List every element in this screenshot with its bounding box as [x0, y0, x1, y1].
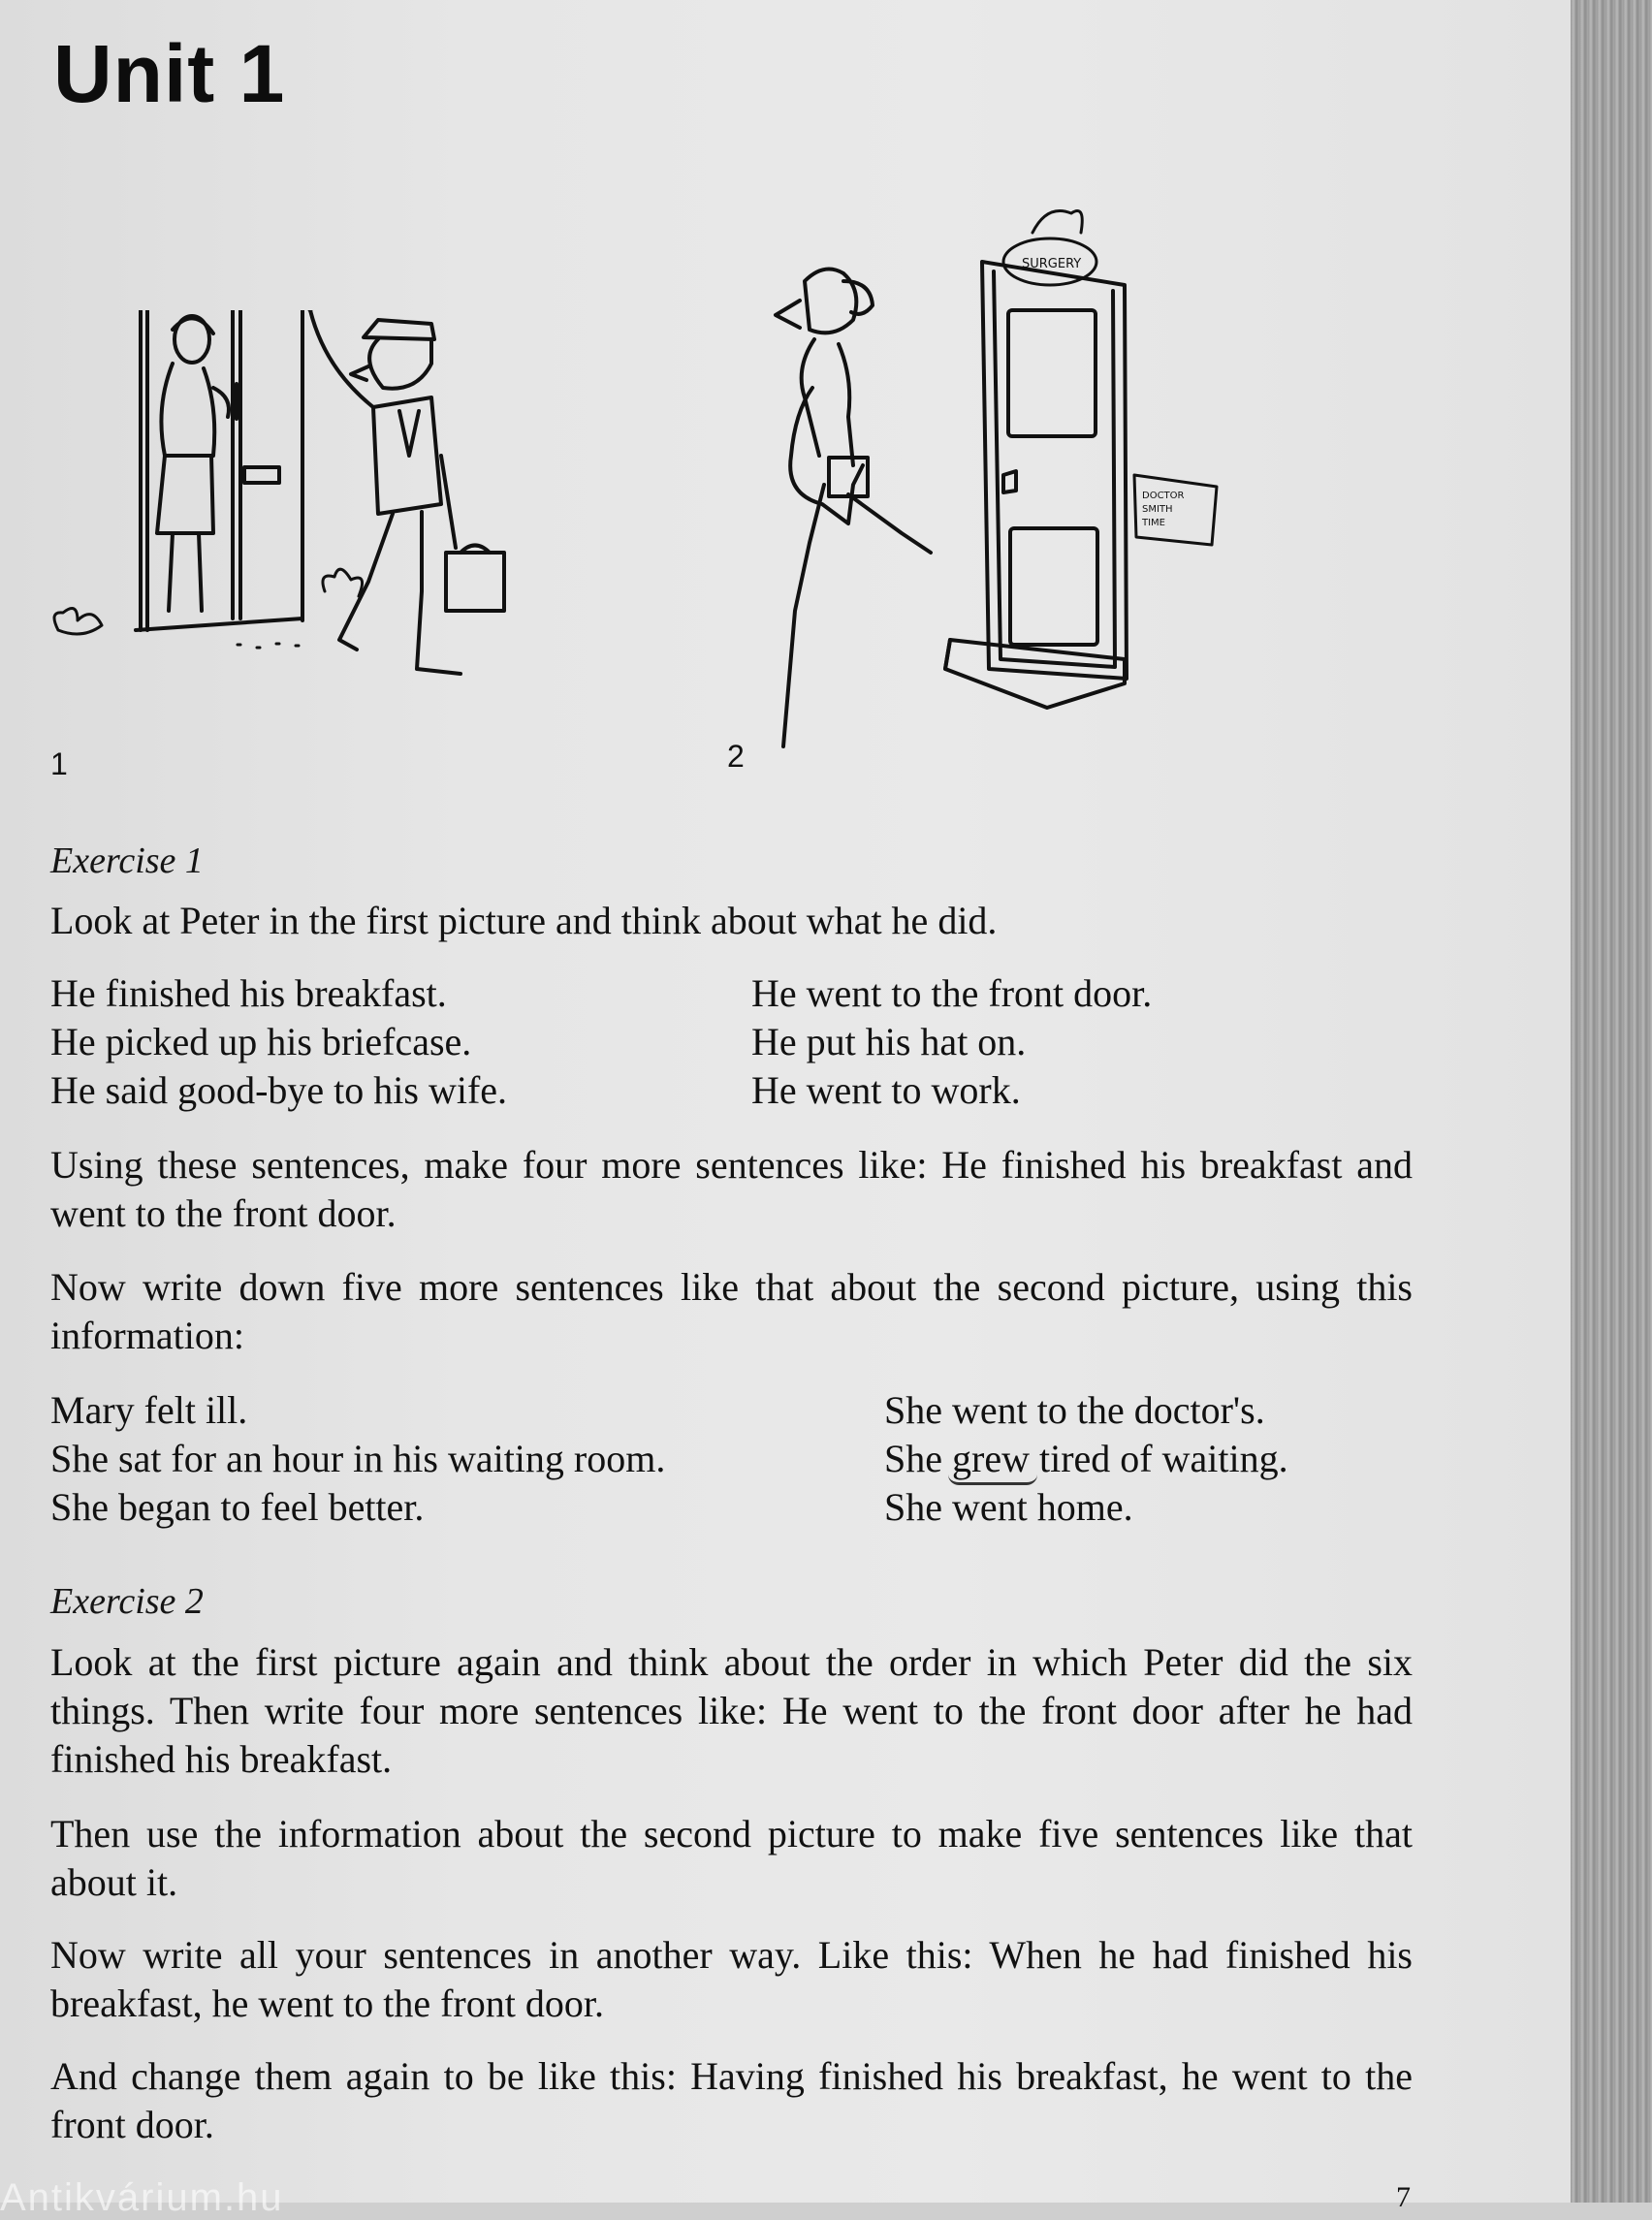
exercise-1-paragraph-2: Now write down five more sentences like that about the second picture, using this information: — [50, 1265, 1413, 1357]
exercise-2-heading: Exercise 2 — [50, 1581, 204, 1622]
list-item: He said good-bye to his wife. — [50, 1068, 508, 1112]
list-item: She sat for an hour in his waiting room. — [50, 1437, 666, 1480]
watermark: Antikvárium.hu — [0, 2176, 284, 2219]
list-item: She began to feel better. — [50, 1485, 425, 1529]
illustration-2 — [756, 204, 1231, 756]
door-frame-1 — [136, 310, 302, 630]
list-item: He went to work. — [751, 1068, 1021, 1112]
underlined-word: grew — [952, 1435, 1030, 1483]
picture-2-number: 2 — [727, 739, 745, 774]
exercise-1-intro: Look at Peter in the first picture and think about what he did. — [50, 899, 998, 942]
surgery-sign-text: SURGERY — [1022, 257, 1082, 271]
list-item: He finished his breakfast. — [50, 971, 447, 1015]
list-item-part: tired of waiting. — [1029, 1437, 1288, 1480]
exercise-2-paragraph-4: And change them again to be like this: Having finished his breakfast, he went to the front door. — [50, 2054, 1413, 2146]
list-item: She went home. — [884, 1485, 1133, 1529]
exercise-1-list2-left — [50, 1386, 665, 1532]
list-item: He put his hat on. — [751, 1020, 1027, 1063]
exercise-2-paragraph-3: Now write all your sentences in another way. Like this: When he had finished his breakfast, he went to the front door. — [50, 1933, 1413, 2025]
man-figure — [293, 310, 504, 674]
exercise-1-heading: Exercise 1 — [50, 840, 204, 881]
illustration-1 — [48, 310, 553, 698]
woman-figure — [157, 316, 229, 611]
list-item-part: She — [884, 1437, 952, 1480]
exercise-1-list-right — [751, 969, 1152, 1115]
picture-1-number: 1 — [50, 746, 68, 781]
exercise-2-paragraph-2: Then use the information about the second picture to make five sentences like that about it. — [50, 1812, 1413, 1904]
exercise-2-paragraph-1: Look at the first picture again and think about the order in which Peter did the six things. Then write four more sentences like: He went to the front door after he had finished his breakfast. — [50, 1640, 1413, 1781]
exercise-1-list2-right — [884, 1386, 1288, 1532]
woman-walking — [776, 270, 931, 747]
notice-line-2: SMITH — [1142, 504, 1173, 515]
doctor-door — [945, 262, 1127, 708]
unit-title: Unit 1 — [53, 28, 286, 119]
exercise-1-list-left — [50, 969, 507, 1115]
exercise-1-paragraph-1: Using these sentences, make four more sentences like: He finished his breakfast and went to the front door. — [50, 1143, 1413, 1235]
plants — [54, 569, 363, 648]
list-item: Mary felt ill. — [50, 1388, 248, 1432]
list-item: He went to the front door. — [751, 971, 1153, 1015]
list-item — [884, 1435, 1288, 1483]
notice-line-1: DOCTOR — [1142, 491, 1185, 501]
list-item: He picked up his briefcase. — [50, 1020, 472, 1063]
page-number: 7 — [1396, 2181, 1411, 2213]
list-item: She went to the doctor's. — [884, 1388, 1265, 1432]
page-edge — [1571, 0, 1652, 2203]
notice-sign — [1134, 475, 1217, 545]
notice-line-3: TIME — [1142, 518, 1166, 528]
